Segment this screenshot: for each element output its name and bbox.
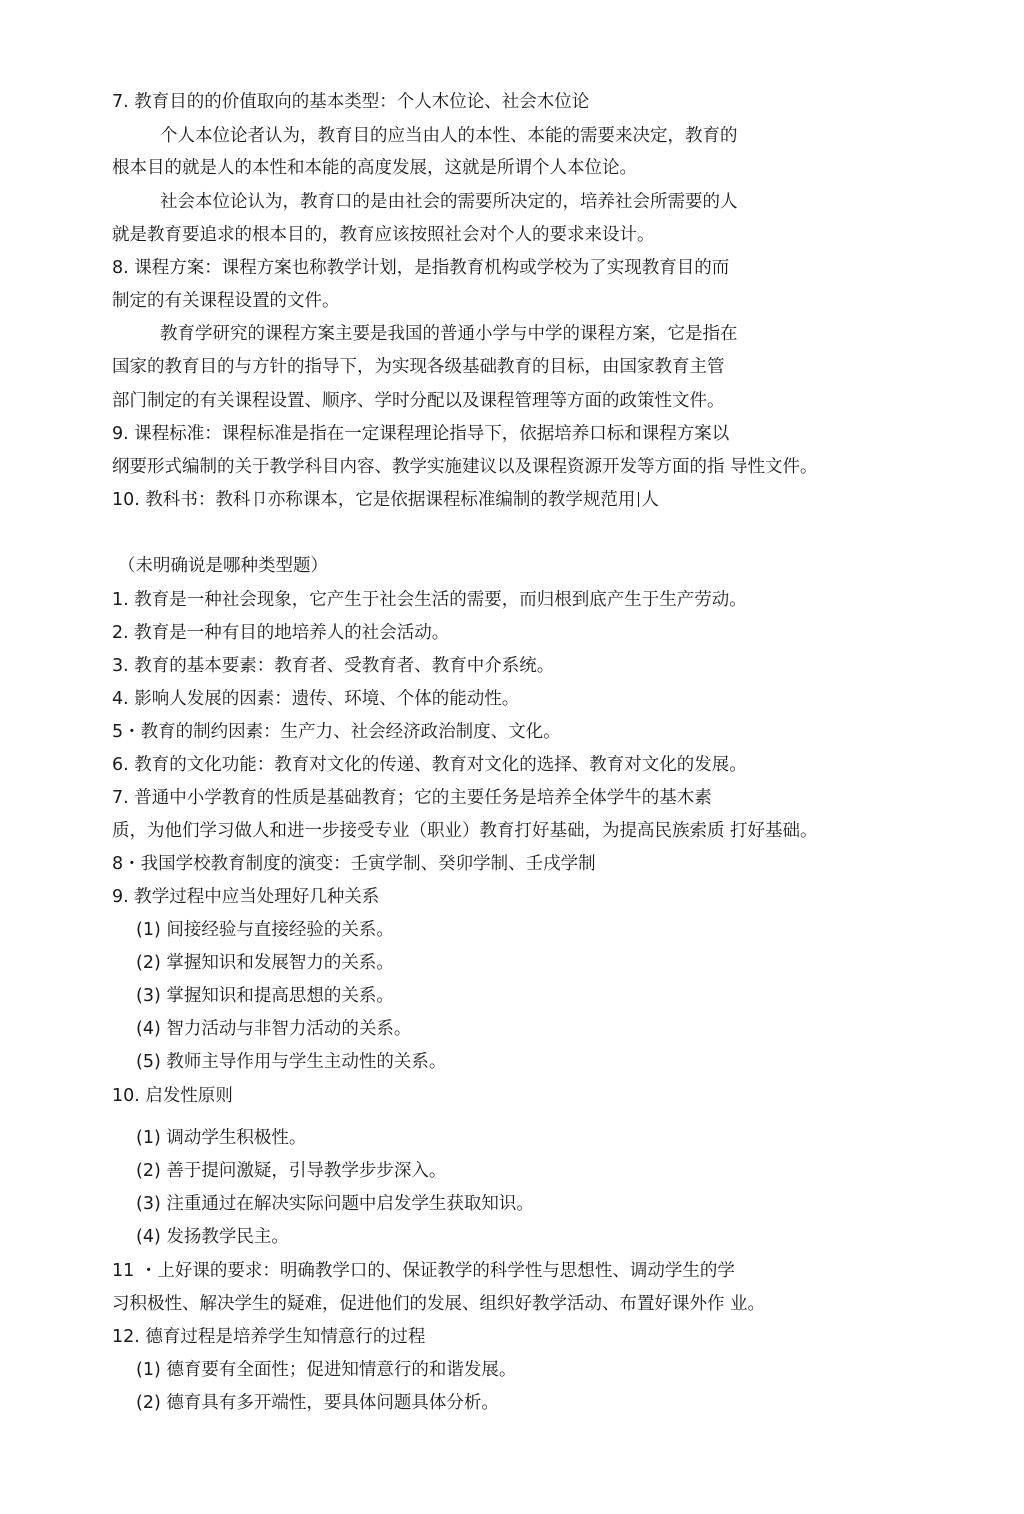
text-line: 部门制定的有关课程设置、顺序、学时分配以及课程管理等方面的政策性文件。: [112, 391, 725, 411]
list-item: (2) 德育具有多开端性，要具体问题具体分析。: [136, 1393, 499, 1413]
section-note: （未明确说是哪种类型题）: [118, 556, 328, 576]
text-line: 质，为他们学习做人和进一步接受专业（职业）教育打好基础，为提高民族索质 打好基础。: [112, 821, 818, 841]
list-item: (1) 调动学生积极性。: [136, 1128, 307, 1148]
stray-mark: [638, 492, 639, 507]
text-line: 国家的教育目的与方针的指导下，为实现各级基础教育的目标，由国家教育主管: [112, 357, 725, 377]
text-line: 习积极性、解决学生的疑难，促进他们的发展、组织好教学活动、布置好课外作 业。: [112, 1294, 766, 1314]
text-fragment: 10. 教科书：教科卩亦称课本，它是依据课程标准编制的教学规范用: [112, 490, 636, 510]
text-line: 9. 教学过程中应当处理好几种关系: [112, 887, 380, 907]
text-line: 2. 教育是一种有目的地培养人的社会活动。: [112, 623, 450, 643]
text-line: 纲要形式编制的关于教学科目内容、教学实施建议以及课程资源开发等方面的指 导性文件。: [112, 457, 818, 477]
text-fragment: 人: [641, 490, 659, 510]
text-line: 教育学研究的课程方案主要是我国的普通小学与中学的课程方案，它是指在: [160, 324, 738, 344]
text-line: 就是教育要追求的根本目的，教育应该按照社会对个人的要求来设计。: [112, 225, 655, 245]
list-item: (3) 掌握知识和提高思想的关系。: [136, 986, 394, 1006]
text-line: 11 ・上好课的要求：明确教学口的、保证教学的科学性与思想性、调动学生的学: [112, 1261, 735, 1281]
text-line: [112, 488, 659, 512]
list-item: (4) 发扬教学民主。: [136, 1227, 289, 1247]
text-line: 7. 普通中小学教育的性质是基础教育；它的主要任务是培养全体学牛的基木素: [112, 788, 712, 808]
list-item: (2) 善于提问激疑，引导教学步步深入。: [136, 1161, 447, 1181]
text-line: 5・教育的制约因素：生产力、社会经济政治制度、文化。: [112, 722, 561, 742]
text-line: 3. 教育的基本要素：教育者、受教育者、教育中介系统。: [112, 656, 555, 676]
text-line: 个人本位论者认为，教育目的应当由人的本性、本能的需要来决定，教育的: [160, 126, 738, 146]
text-line: 4. 影响人发展的因素：遗传、环境、个体的能动性。: [112, 689, 520, 709]
text-line: 9. 课程标准：课程标准是指在一定课程理论指导下，依据培养口标和课程方案以: [112, 424, 730, 444]
list-item: (2) 掌握知识和发展智力的关系。: [136, 953, 394, 973]
list-item: (1) 间接经验与直接经验的关系。: [136, 920, 394, 940]
text-line: 制定的有关课程设置的文件。: [112, 291, 340, 311]
list-item: (3) 注重通过在解决实际问题中启发学生获取知识。: [136, 1194, 534, 1214]
text-line: 根本目的就是人的本性和本能的高度发展，这就是所谓个人本位论。: [112, 158, 637, 178]
list-item: (1) 德育要有全面性；促进知情意行的和谐发展。: [136, 1360, 517, 1380]
list-item: (4) 智力活动与非智力活动的关系。: [136, 1019, 412, 1039]
text-line: 1. 教育是一种社会现象，它产生于社会生活的需要，而归根到底产生于生产劳动。: [112, 590, 747, 610]
text-line: 7. 教育目的的价值取向的基本类型：个人木位论、社会木位论: [112, 92, 590, 112]
text-line: 8・我国学校教育制度的演变：壬寅学制、癸卯学制、壬戌学制: [112, 854, 596, 874]
text-line: 10. 启发性原则: [112, 1086, 233, 1106]
text-line: 社会本位论认为，教育口的是由社会的需要所决定的，培养社会所需要的人: [160, 192, 738, 212]
text-line: 12. 德育过程是培养学生知情意行的过程: [112, 1327, 426, 1347]
text-line: 8. 课程方案：课程方案也称教学计划，是指教育机构或学校为了实现教育目的而: [112, 258, 730, 278]
text-line: 6. 教育的文化功能：教育对文化的传递、教育对文化的选择、教育对文化的发展。: [112, 755, 747, 775]
list-item: (5) 教师主导作用与学生主动性的关系。: [136, 1052, 447, 1072]
